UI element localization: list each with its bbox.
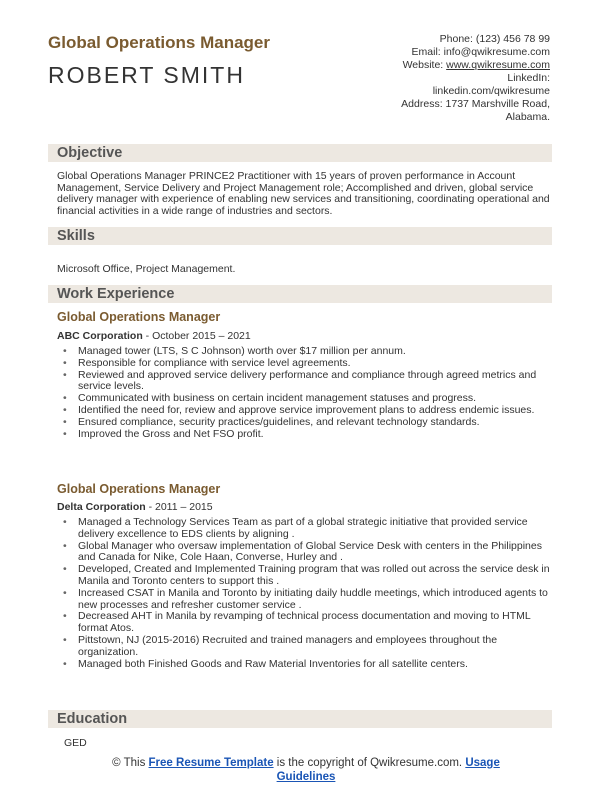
list-item: • Decreased AHT in Manila by revamping of technical process documentation and moving to HTML format Atos. [57,611,553,635]
contact-block [320,33,550,124]
website-link[interactable]: www.qwikresume.com [446,59,550,71]
skills-text: Microsoft Office, Project Management. [57,263,236,275]
list-item: • Global Manager who oversaw implementation of Global Service Desk with centers in the Philippines and Canada for Nike, Cole Haan, Converse, Hurley and . [57,541,553,565]
linkedin-label: LinkedIn: [507,72,550,84]
list-item: • Improved the Gross and Net FSO profit. [57,429,553,441]
list-item: • Managed both Finished Goods and Raw Material Inventories for all satellite centers. [57,659,553,671]
job-title: Global Operations Manager [57,482,221,496]
education-heading: Education [57,711,128,727]
footer-prefix: © This [112,757,149,769]
usage-guidelines-link-continued[interactable]: Guidelines [276,770,336,783]
phone-line: Phone: (123) 456 78 99 [439,33,550,45]
email-line: Email: info@qwikresume.com [411,46,550,58]
address-line-1: Address: 1737 Marshville Road, [401,98,550,110]
list-item: • Communicated with business on certain incident management statuses and progress. [57,393,553,405]
list-item: • Developed, Created and Implemented Training program that was rolled out across the service desk in Manila and Toronto centers to support this . [57,564,553,588]
work-heading: Work Experience [57,286,175,302]
job-company-line [57,330,251,342]
header-job-title: Global Operations Manager [48,33,270,52]
usage-guidelines-link[interactable]: Usage [465,757,500,769]
company-name: Delta Corporation [57,501,146,513]
job-title: Global Operations Manager [57,310,221,324]
skills-section-bar [48,227,552,245]
list-item: • Managed tower (LTS, S C Johnson) worth over $17 million per annum. [57,346,553,358]
job-company-line [57,501,213,513]
list-item: • Responsible for compliance with service level agreements. [57,358,553,370]
list-item: • Ensured compliance, security practices/guidelines, and relevant technology standards. [57,417,553,429]
list-item: • Increased CSAT in Manila and Toronto by initiating daily huddle meetings, which introduced agents to new processes and refresher customer service . [57,588,553,612]
candidate-name: ROBERT SMITH [48,62,245,88]
website-line [320,59,550,72]
job-bullets [57,517,553,670]
address-line-2: Alabama. [505,111,550,123]
job-dates: - 2011 – 2015 [145,501,213,513]
objective-heading: Objective [57,145,123,161]
education-section-bar [48,710,552,728]
footer-middle: is the copyright of Qwikresume.com. [273,757,466,769]
website-label: Website: [402,59,447,71]
company-name: ABC Corporation [57,330,143,342]
job-dates: - October 2015 – 2021 [142,330,251,342]
linkedin-value: linkedin.com/qwikresume [432,85,550,97]
list-item: • Identified the need for, review and approve service improvement plans to address endemic issues. [57,405,553,417]
job-bullets [57,346,553,440]
work-section-bar [48,285,552,303]
education-text: GED [64,737,87,749]
copyright-footer [0,757,612,784]
list-item: • Pittstown, NJ (2015-2016) Recruited and trained managers and employees throughout the organization. [57,635,553,659]
list-item: • Managed a Technology Services Team as part of a global strategic initiative that provided service delivery excellence to EDS clients by aligning . [57,517,553,541]
list-item: • Reviewed and approved service delivery performance and compliance through agreed metrics and service levels. [57,370,553,394]
objective-section-bar [48,144,552,162]
objective-text: Global Operations Manager PRINCE2 Practitioner with 15 years of proven performance in Account Management, Service Delivery and Project Management role; Accomplished and driven, global service delivery manager with experience of enabling new services and transitioning, coordinating operational and financial activities in a wide range of industries and sectors. [57,170,550,218]
free-resume-template-link[interactable]: Free Resume Template [148,757,274,769]
skills-heading: Skills [57,228,95,244]
